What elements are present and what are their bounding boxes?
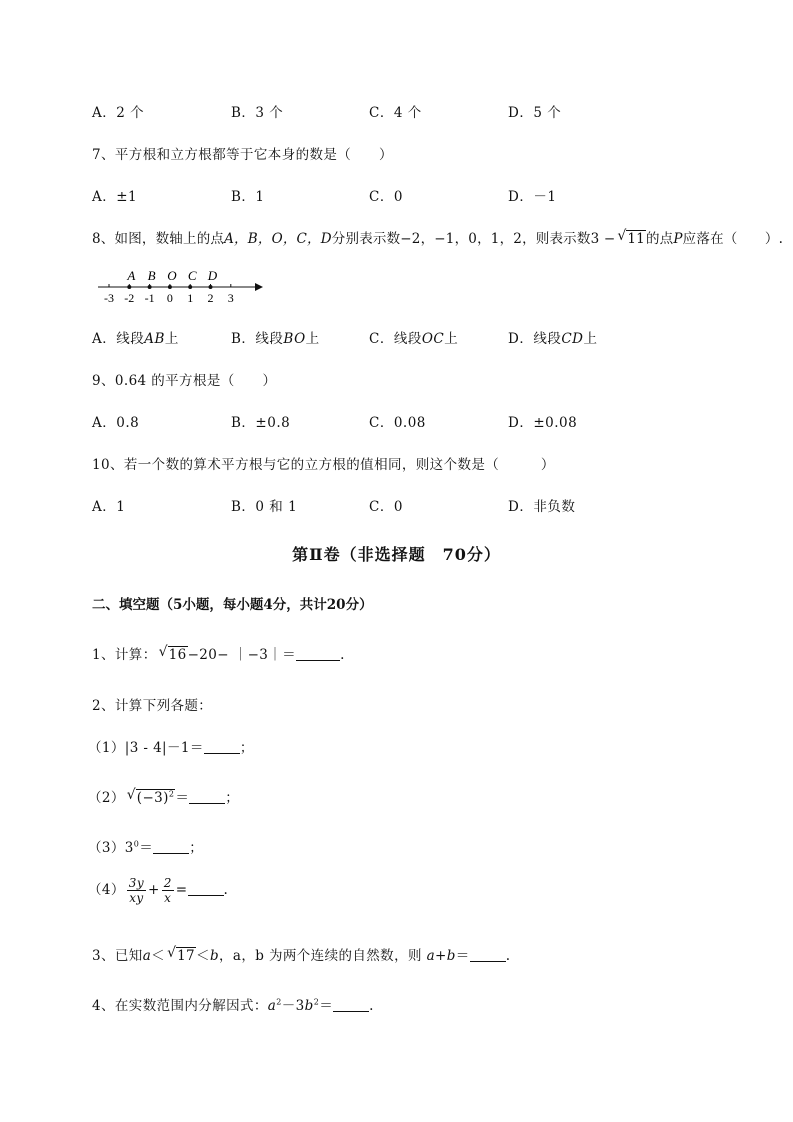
number-line-figure (95, 264, 270, 306)
number-line-arrow (255, 283, 263, 291)
fill-2-sub-1-blank[interactable] (204, 739, 240, 754)
q10-option-a: A．1 (92, 499, 126, 515)
q8-option-c: C．线段OC上 (369, 331, 459, 347)
q7-option-b: B．1 (231, 189, 265, 205)
fill-4: 4、在实数范围内分解因式：$a^2-3b^2=$ . (92, 997, 374, 1014)
tick-label: 2 (207, 291, 214, 305)
q8-option-d: D．线段CD上 (508, 331, 598, 347)
point-dot-o (168, 285, 172, 289)
q6-option-c: C．4 个 (369, 105, 422, 121)
q9-stem: 9、0.64 的平方根是（ ） (92, 373, 277, 389)
fill-3-sqrt: √ 17 (167, 945, 196, 964)
fill-2-sub-1: （1）|3 - 4|－1＝ ； (88, 740, 254, 756)
q10-stem: 10、若一个数的算术平方根与它的立方根的值相同，则这个数是（ ） (92, 457, 555, 473)
fill-2-sub-4-frac-1: $\frac{3y}{xy}$ (128, 876, 145, 905)
q9-option-c: C．0.08 (369, 415, 426, 431)
tick-label: -1 (144, 291, 155, 305)
fill-1-blank[interactable] (296, 646, 340, 661)
q9-option-d: D．±0.08 (508, 415, 578, 431)
q10-option-c: C．0 (369, 499, 403, 515)
point-dot-d (209, 285, 213, 289)
q7-options (92, 185, 752, 205)
q8-option-a: A．线段AB上 (92, 331, 179, 347)
point-dot-b (148, 285, 152, 289)
q9-options (92, 411, 752, 431)
point-dot-c (188, 285, 192, 289)
fill-2-stem: 2、计算下列各题： (92, 698, 213, 714)
fill-4-blank[interactable] (333, 997, 369, 1012)
fill-2-sub-2-blank[interactable] (189, 789, 225, 804)
fill-2-sub-4-frac-2: $\frac{2}{x}$ (163, 876, 172, 905)
fill-2-sub-3-blank[interactable] (153, 839, 189, 854)
q7-stem: 7、平方根和立方根都等于它本身的数是（ ） (92, 147, 393, 163)
fill-1: 1、计算： √ 16−20− ｜−3｜＝ . (92, 644, 345, 663)
fill-3-blank[interactable] (470, 947, 506, 962)
fill-2-sub-4-blank[interactable] (188, 881, 224, 896)
q7-option-a: A．±1 (92, 189, 138, 205)
fill-1-sqrt: √ 16 (158, 644, 187, 663)
tick-label: 3 (227, 291, 234, 305)
fill-2-sub-2-sqrt: √ $(-3)^2$ (126, 786, 175, 806)
point-label-b: B (147, 268, 156, 283)
point-label-c: C (187, 268, 197, 283)
section-2-title: 第Ⅱ卷（非选择题 70分） (292, 545, 501, 564)
point-label-d: D (207, 268, 218, 283)
q9-option-b: B．±0.8 (231, 415, 291, 431)
q8-sqrt: √ 11 (617, 228, 645, 247)
q8-stem: 8、如图，数轴上的点A，B，O，C，D分别表示数−2，−1，0，1，2，则表示数3 − √ 11的点P应落在（ ）. (92, 228, 784, 247)
tick-label: -3 (104, 291, 114, 305)
q8-options (92, 327, 752, 347)
fill-3: 3、已知a＜ √ 17＜b，a，b 为两个连续的自然数，则 a+b＝ . (92, 945, 511, 964)
q6-option-b: B．3 个 (231, 105, 284, 121)
point-label-o: O (167, 268, 177, 283)
q10-option-d: D．非负数 (508, 499, 576, 515)
point-label-a: A (127, 268, 136, 283)
q8-points: A，B，O，C，D (224, 231, 332, 247)
q8-option-b: B．线段BO上 (231, 331, 320, 347)
q10-options (92, 495, 752, 515)
q6-option-a: A．2 个 (92, 105, 145, 121)
q7-option-c: C．0 (369, 189, 403, 205)
tick-label: 1 (187, 291, 194, 305)
fill-2-sub-4: （4） $\frac{3y}{xy}$ + $\frac{2}{x}$ = . (88, 876, 229, 905)
q9-option-a: A．0.8 (92, 415, 140, 431)
fill-2-sub-3: $(3)3^0=$ ； (88, 839, 204, 856)
q6-options (92, 101, 752, 121)
fill-2-sub-2: （2） √ $(-3)^2=$ ； (88, 786, 240, 806)
q7-option-d: D．－1 (508, 189, 557, 205)
part-2-title: 二、填空题（5小题，每小题4分，共计20分） (92, 597, 373, 613)
q10-option-b: B．0 和 1 (231, 499, 298, 515)
q6-option-d: D．5 个 (508, 105, 562, 121)
tick-label: -2 (124, 291, 135, 305)
point-dot-a (127, 285, 131, 289)
tick-label: 0 (166, 291, 173, 305)
